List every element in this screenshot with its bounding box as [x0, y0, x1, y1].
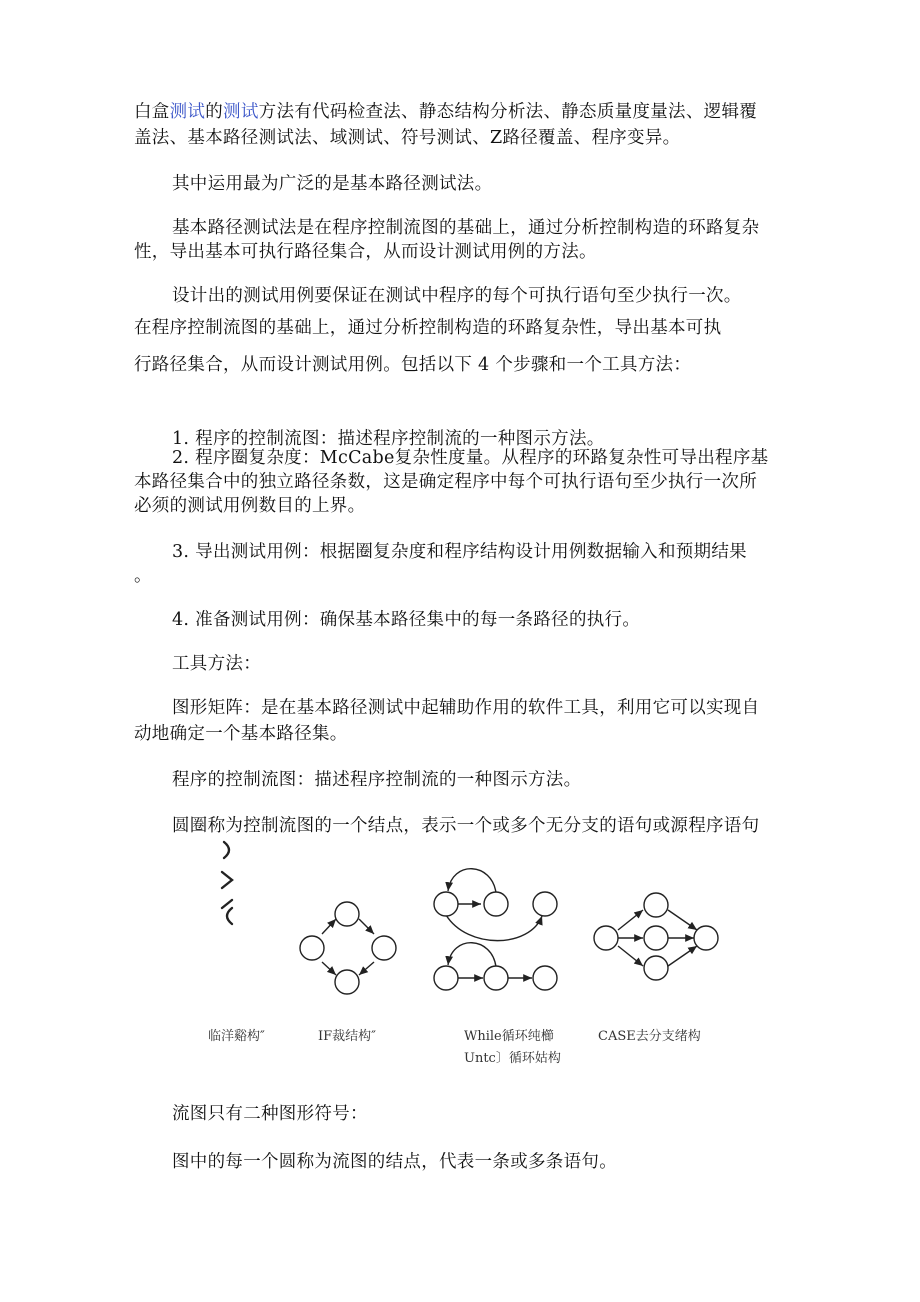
text-run: 流图只有二种图形符号： [172, 1104, 368, 1124]
case-structure-diagram [594, 893, 718, 980]
text-run: 圆圈称为控制流图的一个结点，表示一个或多个无分支的语句或源程序语句 [172, 816, 760, 836]
text-run: 必须的测试用例数目的上界。 [134, 496, 366, 516]
text-run: 动地确定一个基本路径集。 [134, 724, 348, 744]
caption-sequence: 临洋谿构″ [208, 1029, 265, 1044]
text-run: 本路径集合中的独立路径条数，这是确定程序中每个可执行语句至少执行一次所 [134, 472, 757, 492]
text-run: 行路径集合，从而设计测试用例。包括以下 4 个步骤和一个工具方法： [134, 355, 692, 375]
text-run: 的 [205, 102, 224, 122]
if-structure-diagram [300, 902, 396, 994]
caption-while: While循环纯櫛 [464, 1029, 554, 1044]
text-run: 程序的控制流图：描述程序控制流的一种图示方法。 [172, 770, 582, 790]
text-run: 其中运用最为广泛的是基本路径测试法。 [172, 174, 493, 194]
text-run: 方法有代码检查法、静态结构分析法、静态质量度量法、逻辑覆 [258, 102, 758, 122]
text-run: 设计出的测试用例要保证在测试中程序的每个可执行语句至少执行一次。 [172, 286, 742, 306]
text-run: 图形矩阵：是在基本路径测试中起辅助作用的软件工具，利用它可以实现自 [172, 698, 760, 718]
text-run: 。 [134, 566, 152, 586]
while-structure-diagram [434, 869, 557, 941]
text-run: 4. 准备测试用例：确保基本路径集中的每一条路径的执行。 [172, 610, 641, 630]
caption-case: CASE去分支绪构 [598, 1029, 701, 1044]
text-run: 1. 程序的控制流图：描述程序控制流的一种图示方法。 [172, 429, 605, 449]
until-structure-diagram [434, 943, 557, 990]
text-run: 在程序控制流图的基础上，通过分析控制构造的环路复杂性，导出基本可执 [134, 318, 722, 338]
keyword-link[interactable]: 测试 [223, 102, 259, 122]
caption-until: Untc〕循环姑构 [464, 1051, 561, 1066]
sequence-structure-diagram [222, 842, 232, 924]
text-run: 图中的每一个圆称为流图的结点，代表一条或多条语句。 [172, 1152, 617, 1172]
text-run: 性，导出基本可执行路径集合，从而设计测试用例的方法。 [134, 242, 597, 262]
text-run: 工具方法： [172, 654, 261, 674]
caption-if: IF裁结构″ [318, 1029, 377, 1044]
text-run: 3. 导出测试用例：根据圈复杂度和程序结构设计用例数据输入和预期结果 [172, 542, 747, 562]
text-run: 2. 程序圈复杂度：McCabe复杂性度量。从程序的环路复杂性可导出程序基 [172, 448, 769, 468]
text-run: 基本路径测试法是在程序控制流图的基础上，通过分析控制构造的环路复杂 [172, 218, 760, 238]
text-run: 白盒 [134, 102, 170, 122]
text-run: 盖法、基本路径测试法、域测试、符号测试、Z路径覆盖、程序变异。 [134, 128, 681, 148]
keyword-link[interactable]: 测试 [169, 102, 206, 122]
